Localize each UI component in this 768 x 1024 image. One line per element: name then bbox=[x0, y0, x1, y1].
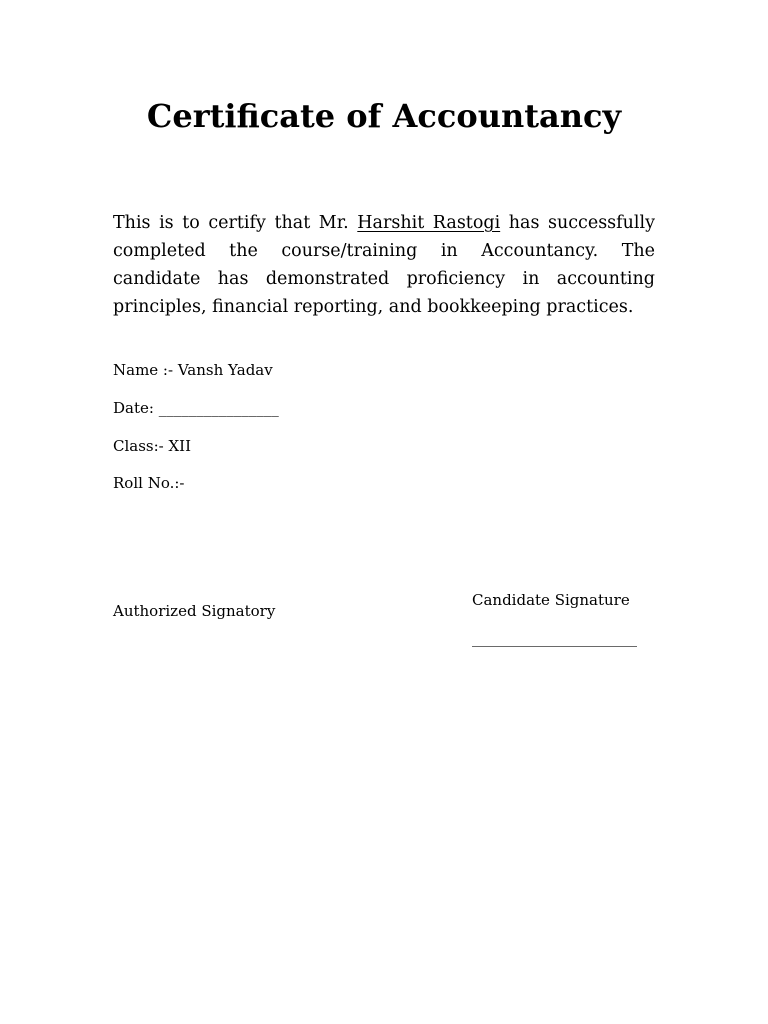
candidate-signature-label: Candidate Signature bbox=[472, 591, 630, 609]
certificate-body bbox=[113, 209, 655, 321]
name-field: Name :- Vansh Yadav bbox=[113, 361, 273, 379]
certificate-title: Certificate of Accountancy bbox=[146, 97, 622, 135]
candidate-name: Harshit Rastogi bbox=[357, 213, 501, 233]
class-field: Class:- XII bbox=[113, 437, 192, 455]
body-rest: has successfully completed the course/training in Accountancy. The candidate has demonstrated proficiency in accounting principles, financial reporting, and bookkeeping practices. bbox=[113, 213, 655, 317]
authorized-signatory-label: Authorized Signatory bbox=[113, 602, 276, 620]
candidate-signature-line: ______________________ bbox=[472, 629, 637, 647]
roll-no-field: Roll No.:- bbox=[113, 474, 185, 492]
date-field: Date: ________________ bbox=[113, 399, 279, 417]
body-intro: This is to certify that Mr. bbox=[113, 213, 358, 233]
